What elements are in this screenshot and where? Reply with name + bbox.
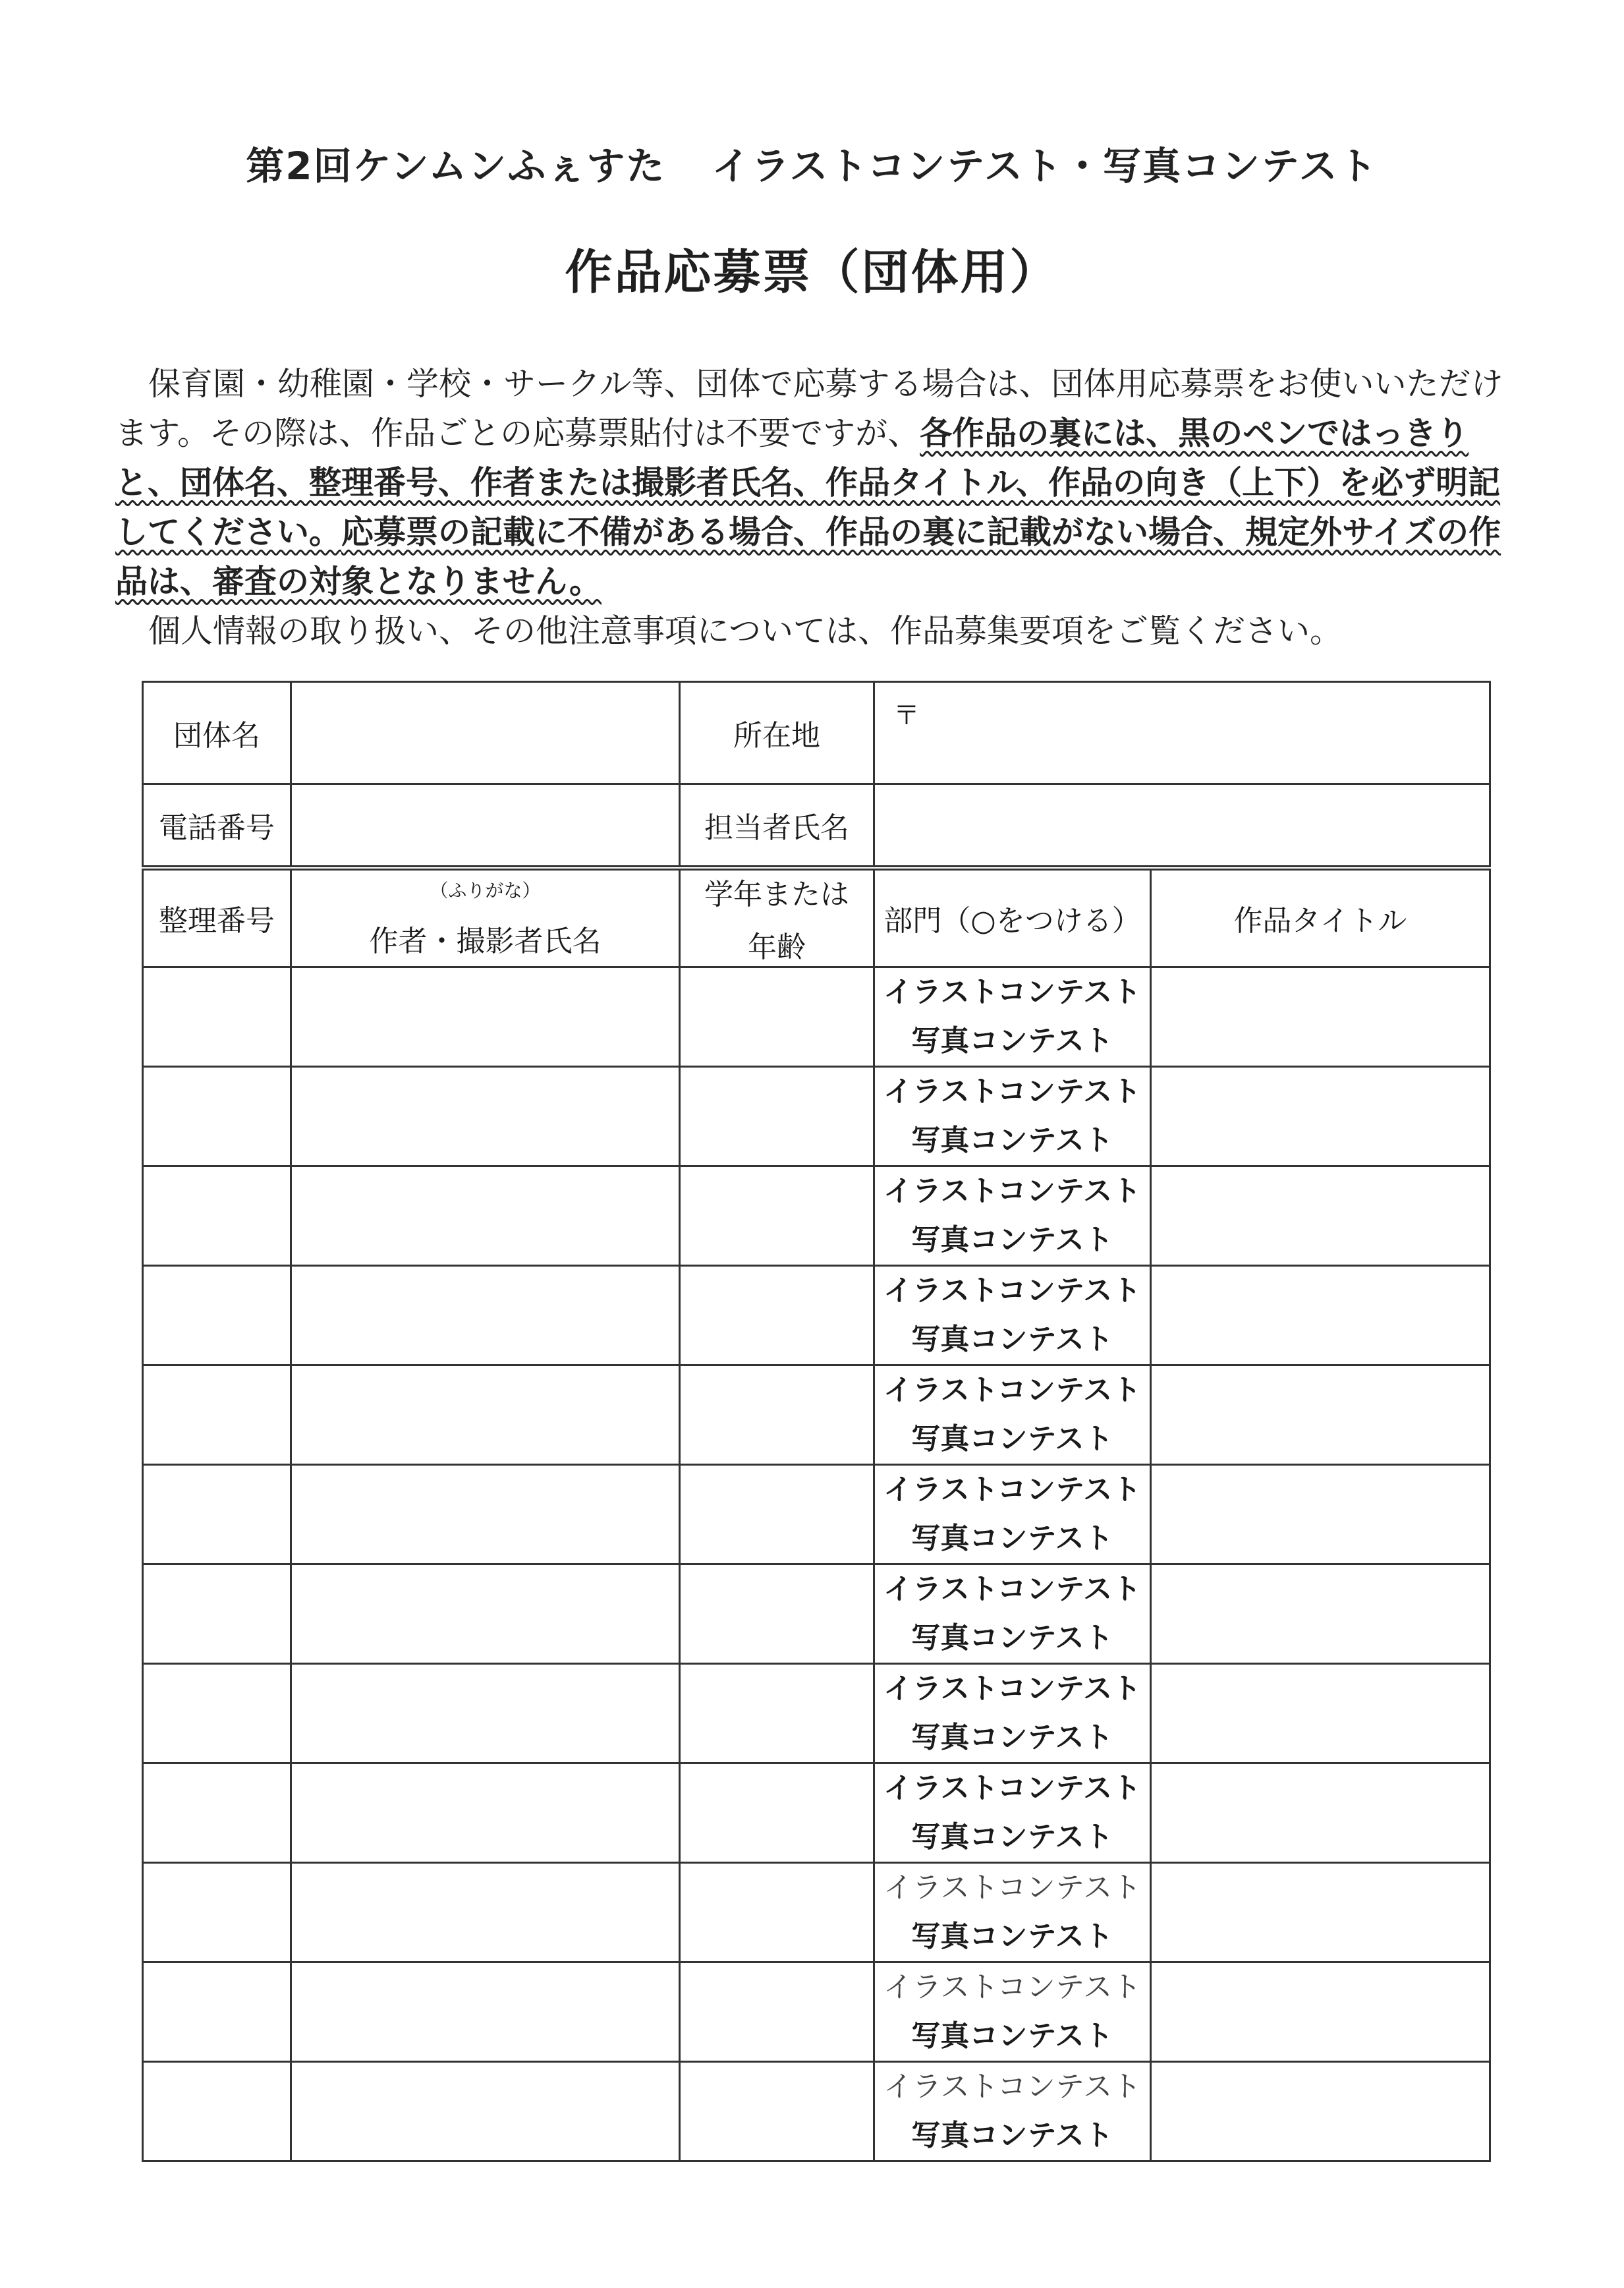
entry-row [143, 1365, 1490, 1464]
entry-row [143, 1763, 1490, 1862]
option-illust[interactable]: イラストコンテスト [883, 1970, 1142, 2004]
number-field[interactable] [143, 1663, 291, 1763]
author-field[interactable] [291, 1166, 680, 1265]
option-illust[interactable]: イラストコンテスト [883, 1174, 1142, 1208]
number-field[interactable] [143, 1365, 291, 1464]
title-field[interactable] [1151, 1166, 1490, 1265]
author-field[interactable] [291, 1365, 680, 1464]
option-illust[interactable]: イラストコンテスト [883, 1671, 1142, 1705]
grade-field[interactable] [680, 1166, 874, 1265]
header-grade [680, 868, 874, 967]
instructions-paragraph-1 [115, 359, 1519, 606]
number-field[interactable] [143, 1862, 291, 1962]
option-illust[interactable]: イラストコンテスト [883, 975, 1142, 1009]
instructions-emphasis-1: 各作品の裏には、黒のペンではっきりと、団体名、整理番号、作者または撮影者氏名、作品タイトル、作品の向き（上下）を必ず明記してください。 [115, 415, 1501, 551]
header-title: 作品タイトル [1151, 868, 1490, 967]
number-field[interactable] [143, 1265, 291, 1365]
instructions-emphasis-2: 応募票の記載に不備がある場合、作品の裏に記載がない場合、規定外サイズの作品は、審査の対象となりません。 [115, 513, 1501, 600]
category-options [874, 1265, 1151, 1365]
option-photo[interactable]: 写真コンテスト [911, 1023, 1113, 1058]
author-field[interactable] [291, 1066, 680, 1166]
postal-mark: 〒 [893, 701, 920, 731]
option-illust[interactable]: イラストコンテスト [883, 1273, 1142, 1307]
author-field[interactable] [291, 1564, 680, 1663]
grade-field[interactable] [680, 1365, 874, 1464]
option-photo[interactable]: 写真コンテスト [911, 1222, 1113, 1257]
option-photo[interactable]: 写真コンテスト [911, 1720, 1113, 1754]
author-field[interactable] [291, 1763, 680, 1862]
category-options [874, 1166, 1151, 1265]
grade-field[interactable] [680, 1962, 874, 2061]
option-photo[interactable]: 写真コンテスト [911, 1421, 1113, 1456]
entries-header-row [143, 868, 1490, 967]
category-options [874, 967, 1151, 1066]
option-illust[interactable]: イラストコンテスト [883, 1074, 1142, 1108]
group-name-field[interactable] [291, 682, 680, 784]
instructions-paragraph-2: 個人情報の取り扱い、その他注意事項については、作品募集要項をご覧ください。 [148, 612, 1343, 650]
option-illust[interactable]: イラストコンテスト [883, 1572, 1142, 1606]
header-furigana: （ふりがな） [430, 880, 541, 902]
category-options [874, 2061, 1151, 2161]
number-field[interactable] [143, 1066, 291, 1166]
entry-row [143, 1066, 1490, 1166]
grade-field[interactable] [680, 1763, 874, 1862]
number-field[interactable] [143, 2061, 291, 2161]
option-illust[interactable]: イラストコンテスト [883, 1373, 1142, 1407]
grade-field[interactable] [680, 1066, 874, 1166]
title-field[interactable] [1151, 967, 1490, 1066]
title-field[interactable] [1151, 1265, 1490, 1365]
option-photo[interactable]: 写真コンテスト [911, 1322, 1113, 1356]
header-grade-line2: 年齢 [748, 930, 806, 965]
option-photo[interactable]: 写真コンテスト [911, 2018, 1113, 2053]
event-name: 第2回ケンムンふぇすた [246, 144, 666, 188]
number-field[interactable] [143, 1166, 291, 1265]
address-field[interactable] [874, 682, 1490, 784]
contact-label: 担当者氏名 [680, 784, 874, 867]
contest-title [0, 135, 1624, 190]
contest-names: イラストコンテスト・写真コンテスト [712, 144, 1378, 188]
contact-field[interactable] [874, 784, 1490, 867]
grade-field[interactable] [680, 1564, 874, 1663]
header-author [291, 868, 680, 967]
entry-row [143, 1265, 1490, 1365]
entry-row [143, 1464, 1490, 1564]
category-options [874, 1564, 1151, 1663]
author-field[interactable] [291, 1464, 680, 1564]
grade-field[interactable] [680, 1663, 874, 1763]
header-grade-line1: 学年または [704, 878, 849, 912]
header-number: 整理番号 [143, 868, 291, 967]
number-field[interactable] [143, 1564, 291, 1663]
entry-row [143, 1862, 1490, 1962]
title-field[interactable] [1151, 1862, 1490, 1962]
title-field[interactable] [1151, 2061, 1490, 2161]
number-field[interactable] [143, 1464, 291, 1564]
instructions-text: 保育園・幼稚園・学校・サークル等、団体で応募する場合は、団体用応募票をお使いいただけます。その際は、作品ごとの応募票貼付は不要ですが、 [115, 365, 1503, 452]
grade-field[interactable] [680, 1862, 874, 1962]
author-field[interactable] [291, 2061, 680, 2161]
phone-field[interactable] [291, 784, 680, 867]
option-illust[interactable]: イラストコンテスト [883, 1870, 1142, 1904]
entry-rows [143, 967, 1490, 2161]
number-field[interactable] [143, 1763, 291, 1862]
option-illust[interactable]: イラストコンテスト [883, 1771, 1142, 1805]
title-field[interactable] [1151, 1365, 1490, 1464]
entry-row [143, 1663, 1490, 1763]
group-name-label: 団体名 [143, 682, 291, 784]
category-options [874, 1066, 1151, 1166]
entry-row [143, 2061, 1490, 2161]
header-author-label: 作者・撮影者氏名 [369, 925, 602, 959]
grade-field[interactable] [680, 967, 874, 1066]
form-title: 作品応募票（団体用） [565, 244, 1059, 300]
title-field[interactable] [1151, 1763, 1490, 1862]
author-field[interactable] [291, 1663, 680, 1763]
title-field[interactable] [1151, 1962, 1490, 2061]
number-field[interactable] [143, 1962, 291, 2061]
address-label: 所在地 [680, 682, 874, 784]
entry-row [143, 1166, 1490, 1265]
header-category: 部門（○をつける） [874, 868, 1151, 967]
author-field[interactable] [291, 967, 680, 1066]
entry-row [143, 1962, 1490, 2061]
option-photo[interactable]: 写真コンテスト [911, 1919, 1113, 1953]
number-field[interactable] [143, 967, 291, 1066]
author-field[interactable] [291, 1862, 680, 1962]
option-photo[interactable]: 写真コンテスト [911, 2118, 1113, 2152]
option-photo[interactable]: 写真コンテスト [911, 1819, 1113, 1854]
title-field[interactable] [1151, 1464, 1490, 1564]
title-field[interactable] [1151, 1564, 1490, 1663]
group-info-table [142, 681, 1491, 867]
entries-table [142, 865, 1491, 2162]
category-options [874, 1763, 1151, 1862]
instructions [115, 359, 1519, 656]
category-options [874, 1365, 1151, 1464]
option-photo[interactable]: 写真コンテスト [911, 1521, 1113, 1555]
phone-label: 電話番号 [143, 784, 291, 867]
option-illust[interactable]: イラストコンテスト [883, 2069, 1142, 2103]
category-options [874, 1464, 1151, 1564]
entry-row [143, 1564, 1490, 1663]
option-photo[interactable]: 写真コンテスト [911, 1620, 1113, 1655]
category-options [874, 1663, 1151, 1763]
category-options [874, 1962, 1151, 2061]
title-field[interactable] [1151, 1066, 1490, 1166]
category-options [874, 1862, 1151, 1962]
author-field[interactable] [291, 1265, 680, 1365]
entry-row [143, 967, 1490, 1066]
grade-field[interactable] [680, 2061, 874, 2161]
title-field[interactable] [1151, 1663, 1490, 1763]
option-photo[interactable]: 写真コンテスト [911, 1123, 1113, 1157]
author-field[interactable] [291, 1962, 680, 2061]
grade-field[interactable] [680, 1265, 874, 1365]
option-illust[interactable]: イラストコンテスト [883, 1472, 1142, 1506]
grade-field[interactable] [680, 1464, 874, 1564]
